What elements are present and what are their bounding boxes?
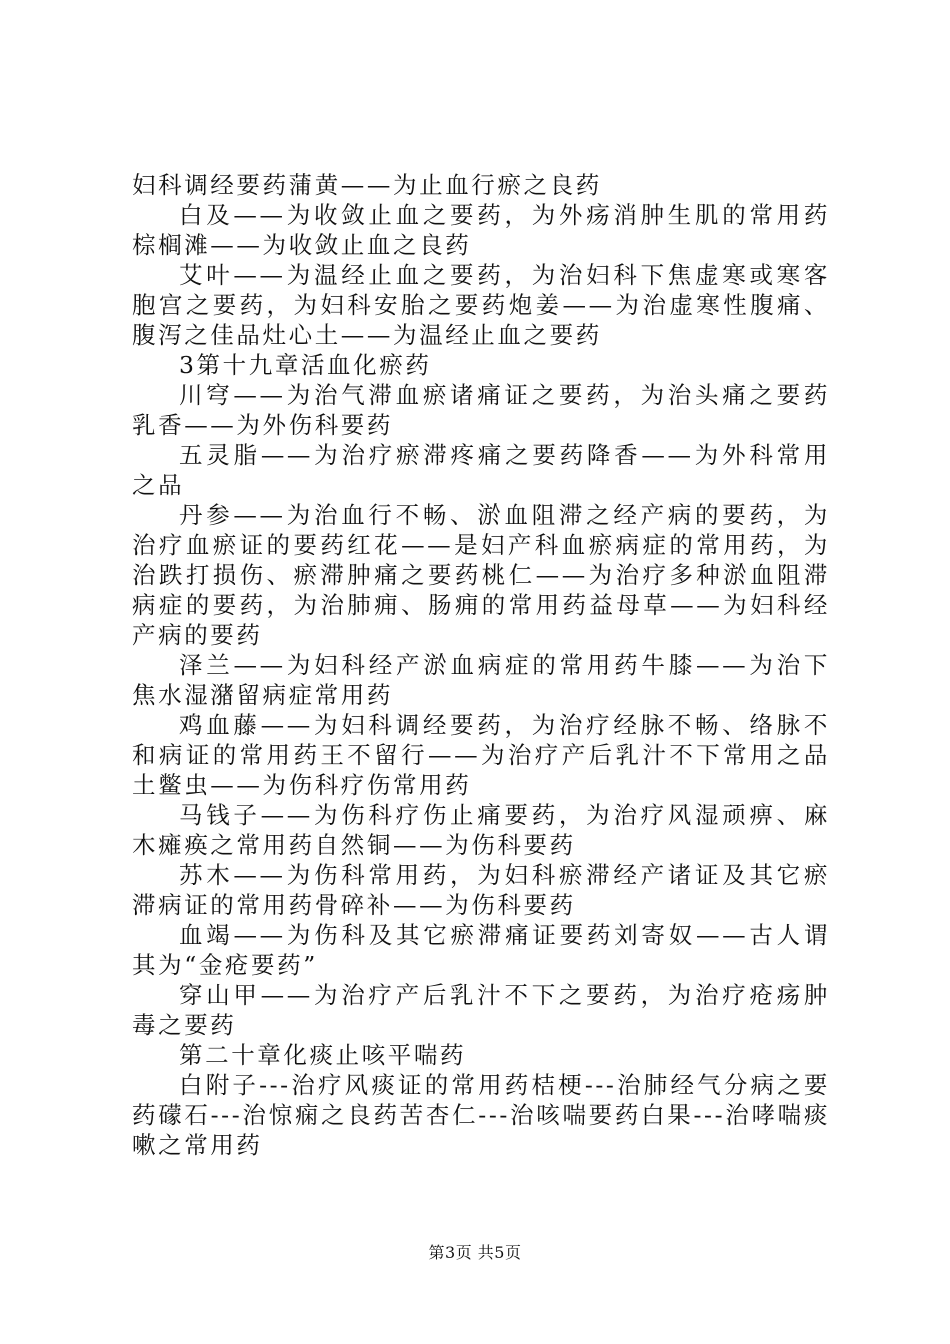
paragraph-baifuzi: 白附子---治疗风痰证的常用药桔梗---治肺经气分病之要药礞石---治惊痫之良药苦杏仁---治咳喘要药白果---治哮喘痰嗽之常用药: [132, 1071, 830, 1159]
page-footer: 第3页 共5页: [428, 1243, 522, 1262]
paragraph-danshen: 丹参——为治血行不畅、淤血阻滞之经产病的要药，为治疗血瘀证的要药红花——是妇产科血瘀病症的常用药，为治跌打损伤、瘀滞肿痛之要药桃仁——为治疗多种淤血阻滞病症的要药，为治肺痈、肠痈的常用药益母草——为妇科经产病的要药: [132, 501, 830, 649]
paragraph-chuanshanjia: 穿山甲——为治疗产后乳汁不下之要药，为治疗疮疡肿毒之要药: [132, 981, 830, 1039]
paragraph-xuejie: 血竭——为伤科及其它瘀滞痛证要药刘寄奴——古人谓其为“金疮要药”: [132, 921, 830, 979]
paragraph-maqianzi: 马钱子——为伤科疗伤止痛要药，为治疗风湿顽痹、麻木瘫痪之常用药自然铜——为伤科要药: [132, 801, 830, 859]
paragraph-wulingzhi: 五灵脂——为治疗瘀滞疼痛之要药降香——为外科常用之品: [132, 441, 830, 499]
paragraph-aiye: 艾叶——为温经止血之要药，为治妇科下焦虚寒或寒客胞宫之要药，为妇科安胎之要药炮姜——为治虚寒性腹痛、腹泻之佳品灶心土——为温经止血之要药: [132, 261, 830, 349]
paragraph-chuanqiong: 川穹——为治气滞血瘀诸痛证之要药，为治头痛之要药乳香——为外伤科要药: [132, 381, 830, 439]
paragraph-jixueteng: 鸡血藤——为妇科调经要药，为治疗经脉不畅、络脉不和病证的常用药王不留行——为治疗产后乳汁不下常用之品土鳖虫——为伤科疗伤常用药: [132, 711, 830, 799]
paragraph-baiji: 白及——为收敛止血之要药，为外疡消肿生肌的常用药棕榈滩——为收敛止血之良药: [132, 201, 830, 259]
paragraph-puhuang: 妇科调经要药蒲黄——为止血行瘀之良药: [132, 171, 602, 199]
chapter-heading-20: 第二十章化痰止咳平喘药: [179, 1041, 467, 1069]
document-body: [132, 170, 830, 1160]
chapter-heading-19: 3第十九章活血化瘀药: [179, 351, 432, 379]
paragraph-zelan: 泽兰——为妇科经产淤血病症的常用药牛膝——为治下焦水湿潴留病症常用药: [132, 651, 830, 709]
paragraph-sumu: 苏木——为伤科常用药，为妇科瘀滞经产诸证及其它瘀滞病证的常用药骨碎补——为伤科要药: [132, 861, 830, 919]
